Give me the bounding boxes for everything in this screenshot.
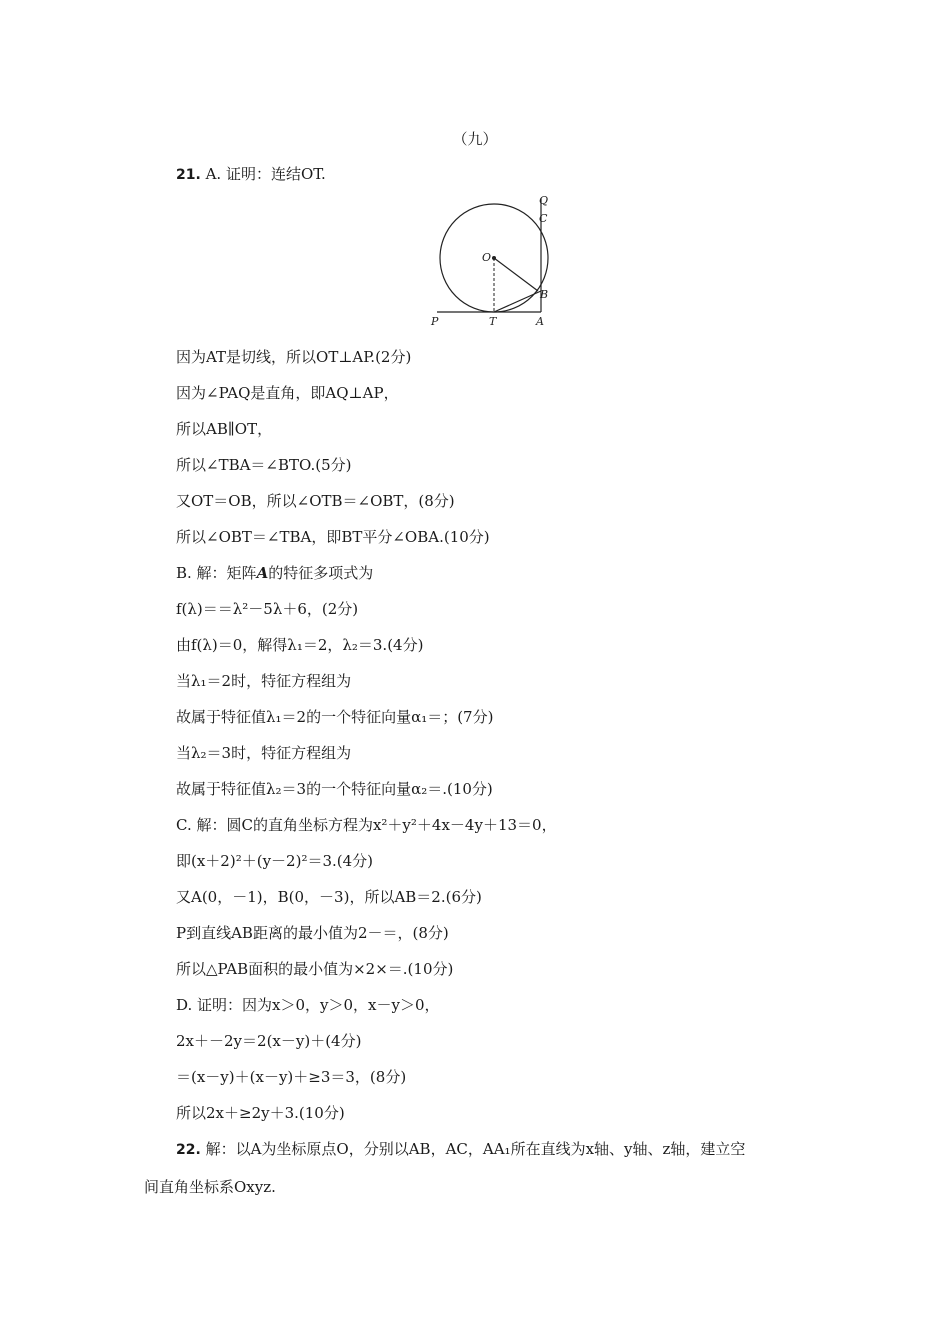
q21b-line-2: 由f(λ)＝0，解得λ₁＝2，λ₂＝3.(4分) xyxy=(176,636,424,654)
q21-number: 21. xyxy=(176,167,201,183)
q21a-line-5: 又OT＝OB，所以∠OTB＝∠OBT，(8分) xyxy=(176,492,455,510)
q21b-intro-prefix: B. 解：矩阵 xyxy=(176,564,257,582)
q21a-line-6: 所以∠OBT＝∠TBA，即BT平分∠OBA.(10分) xyxy=(176,528,490,546)
matrix-symbol: A xyxy=(256,564,269,582)
section-heading: （九） xyxy=(452,130,498,148)
q21d-line-4: 所以2x＋≥2y＋3.(10分) xyxy=(176,1104,345,1122)
q21c-line-4: P到直线AB距离的最小值为2－＝，(8分) xyxy=(176,924,449,942)
label-c: C xyxy=(539,212,548,225)
q21b-line-4: 故属于特征值λ₁＝2的一个特征向量α₁＝；(7分) xyxy=(176,708,494,726)
q21c-line-3: 又A(0，－1)，B(0，－3)，所以AB＝2.(6分) xyxy=(176,888,482,906)
q21a-line-3: 所以AB∥OT， xyxy=(176,420,273,438)
geometry-figure xyxy=(425,190,565,330)
segment-ob xyxy=(494,258,538,291)
q21d-line-2: 2x＋－2y＝2(x－y)＋(4分) xyxy=(176,1032,362,1050)
q21b-intro-suffix: 的特征多项式为 xyxy=(268,564,374,582)
q21b-line-1: f(λ)＝＝λ²－5λ＋6，(2分) xyxy=(176,600,359,618)
q21a-line-1: 因为AT是切线，所以OT⊥AP.(2分) xyxy=(176,348,412,366)
label-a: A xyxy=(536,315,544,328)
q21b-line-5: 当λ₂＝3时，特征方程组为 xyxy=(176,744,352,762)
q21d-line-1: D. 证明：因为x＞0，y＞0，x－y＞0， xyxy=(176,996,440,1014)
q21b-intro xyxy=(176,563,373,583)
label-o: O xyxy=(482,251,492,264)
q21c-line-1: C. 解：圆C的直角坐标方程为x²＋y²＋4x－4y＋13＝0， xyxy=(176,816,557,834)
q21a-line-2: 因为∠PAQ是直角，即AQ⊥AP， xyxy=(176,384,399,402)
q22-text-1: 解：以A为坐标原点O，分别以AB，AC，AA₁所在直线为x轴、y轴、z轴，建立空 xyxy=(205,1140,746,1158)
center-point xyxy=(492,256,496,260)
q21c-line-5: 所以△PAB面积的最小值为×2×＝.(10分) xyxy=(176,960,454,978)
q21-intro-line xyxy=(176,164,326,185)
segment-tb xyxy=(494,291,541,312)
q21a-line-4: 所以∠TBA＝∠BTO.(5分) xyxy=(176,456,352,474)
q22-line-2: 间直角坐标系Oxyz. xyxy=(144,1178,276,1196)
q22-line-1 xyxy=(176,1139,745,1160)
q21-intro: A. 证明：连结OT. xyxy=(205,165,326,183)
q21b-line-3: 当λ₁＝2时，特征方程组为 xyxy=(176,672,352,690)
q21c-line-2: 即(x＋2)²＋(y－2)²＝3.(4分) xyxy=(176,852,374,870)
label-t: T xyxy=(489,315,497,328)
label-b: B xyxy=(540,288,549,301)
q22-number: 22. xyxy=(176,1142,201,1158)
label-p: P xyxy=(431,315,439,328)
label-q: Q xyxy=(539,194,549,207)
q21d-line-3: ＝(x－y)＋(x－y)＋≥3＝3，(8分) xyxy=(176,1068,407,1086)
q21b-line-6: 故属于特征值λ₂＝3的一个特征向量α₂＝.(10分) xyxy=(176,780,493,798)
